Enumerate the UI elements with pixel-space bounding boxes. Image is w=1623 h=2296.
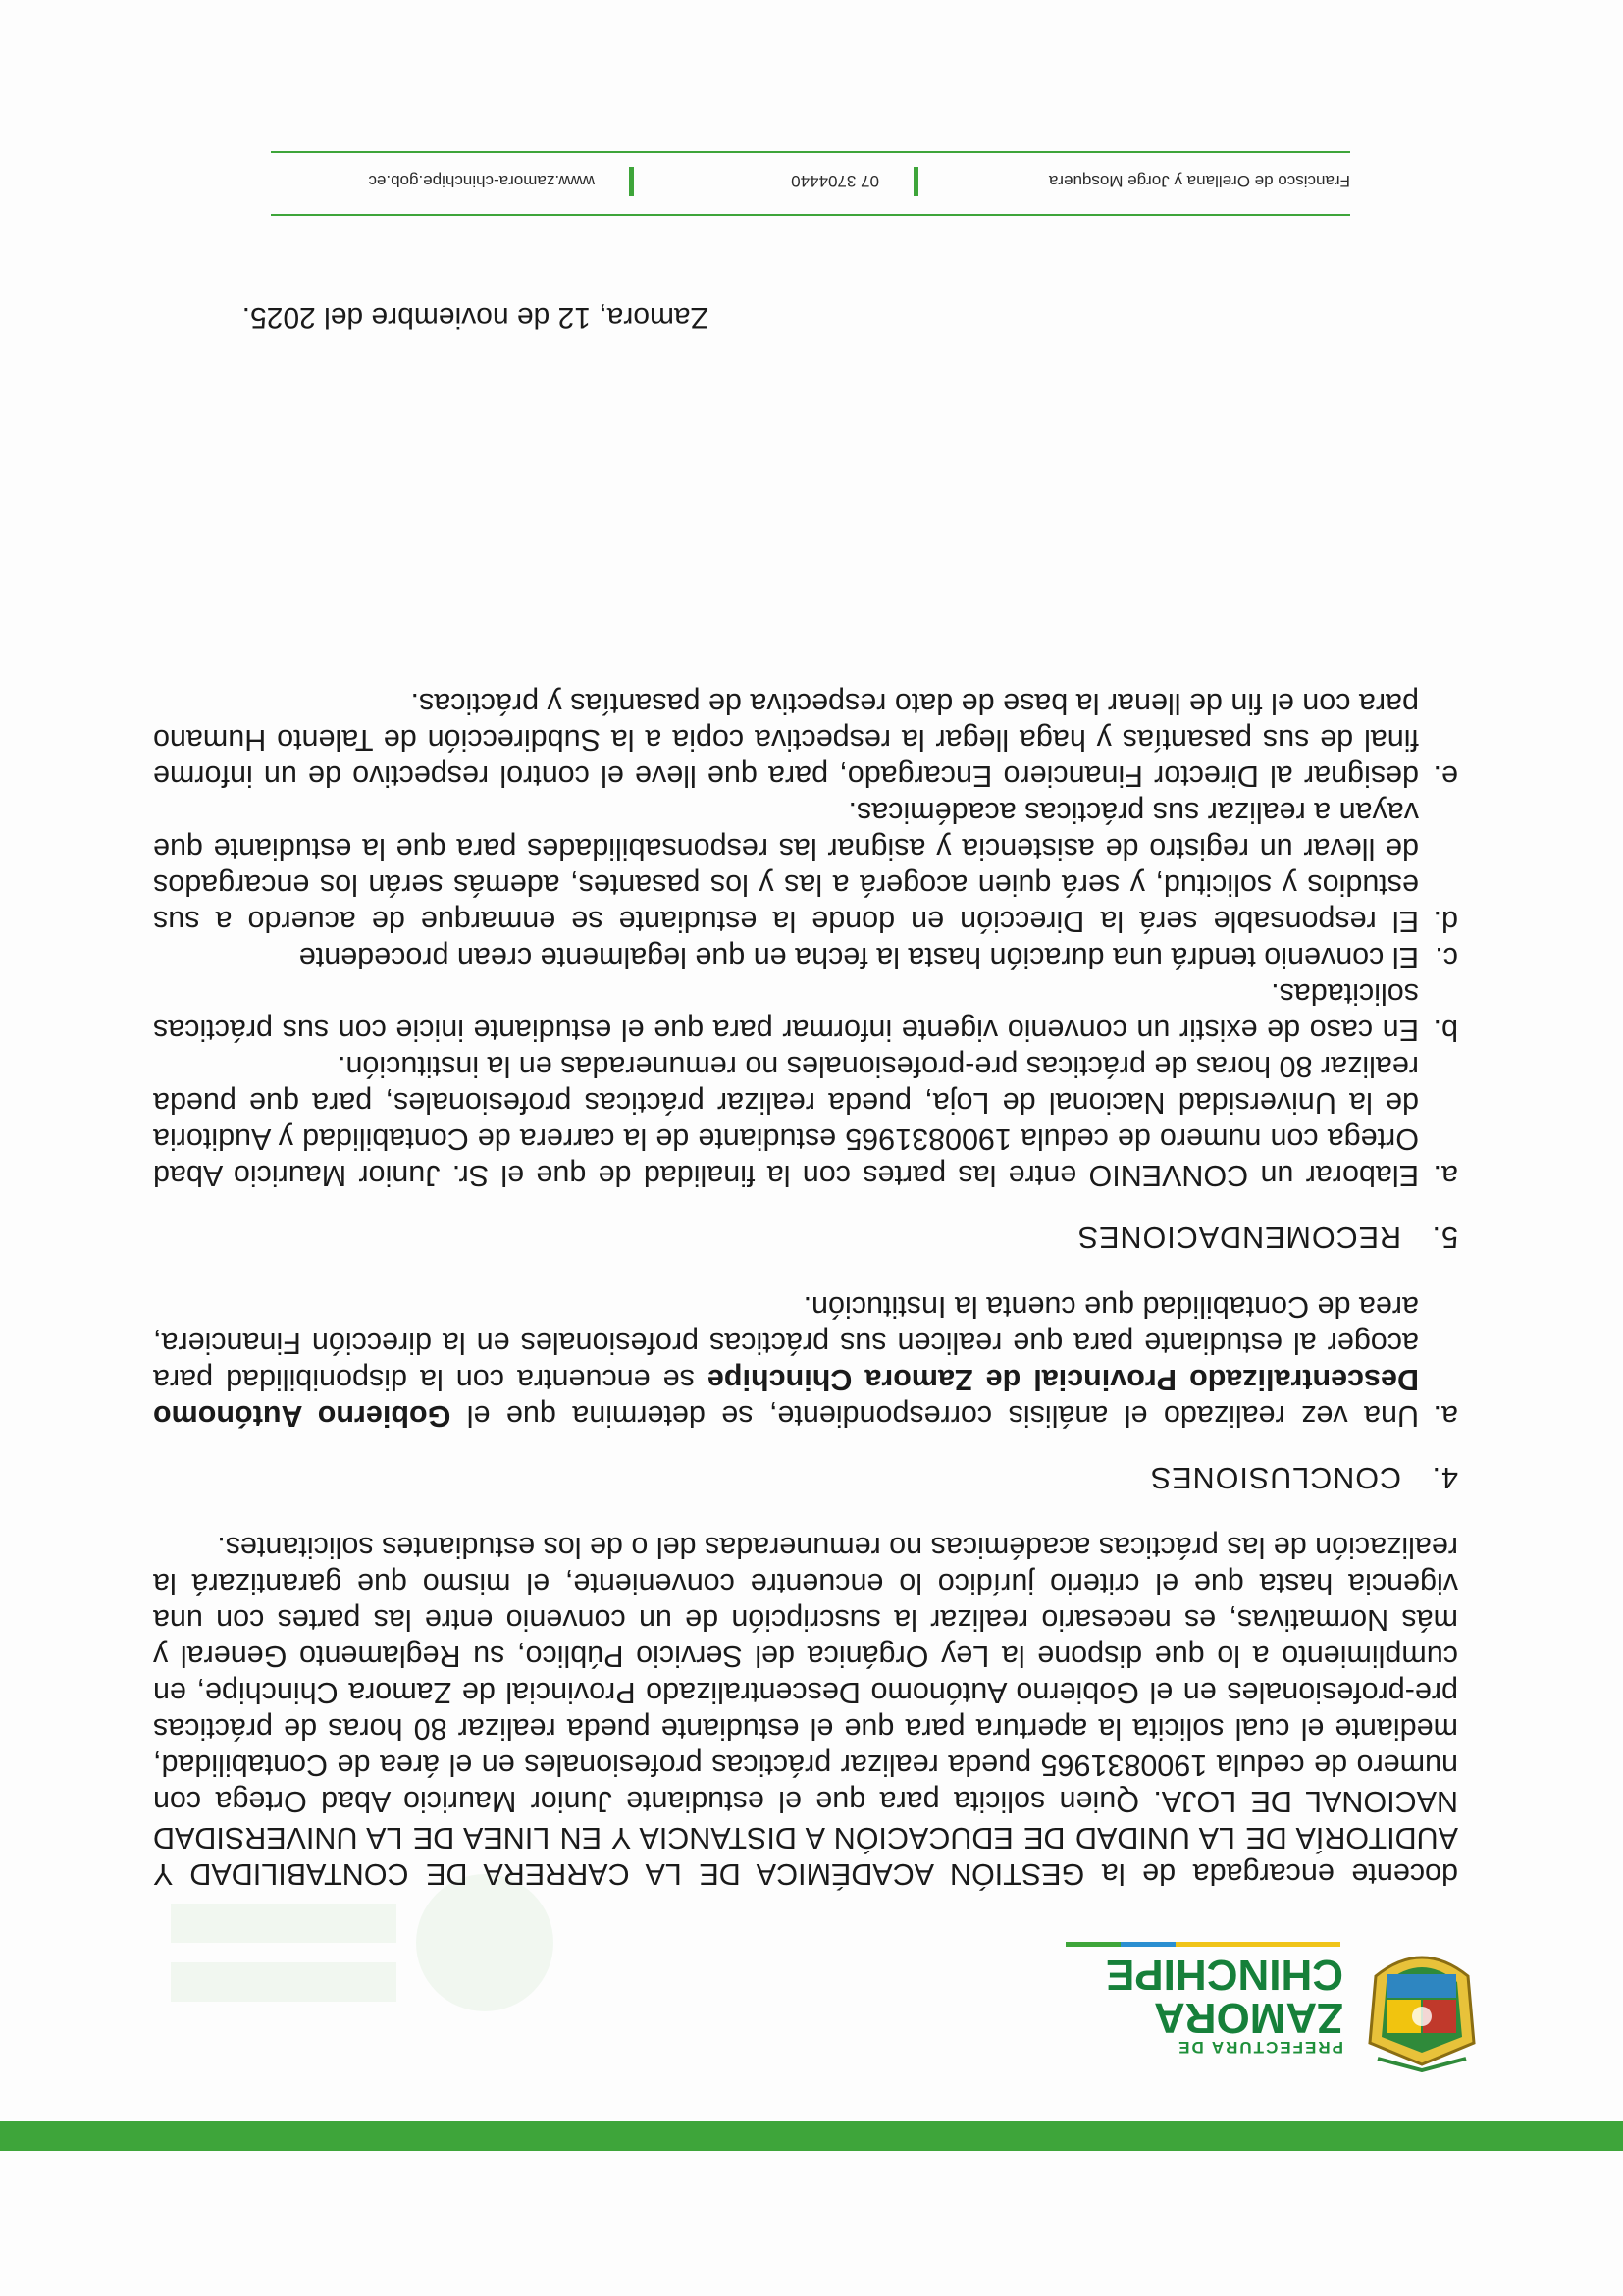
logo-title (1105, 1951, 1343, 2042)
item-letter: c. (1435, 941, 1458, 974)
section-4-number: 4. (1431, 1461, 1458, 1494)
recommendation-item (153, 939, 1458, 975)
item-letter: b. (1433, 1014, 1458, 1047)
section-4-title: CONCLUSIONES (1149, 1461, 1401, 1494)
footer-divider-bottom (271, 151, 1350, 153)
item-text: designar al Director Financiero Encargado, para que lleve el control respectivo de un informe final de sus pasantías y haga llegar la respectiva copia a la Subdirección de Talento Humano para con el fin de llenar la base de dato respectiva de pasantías y prácticas. (153, 687, 1419, 793)
section-5-number: 5. (1431, 1221, 1458, 1254)
logo-color-underline (1066, 1942, 1340, 1947)
item-text: El convenio tendrá una duración hasta la fecha en que legalmente crean procedente (298, 941, 1419, 974)
recommendation-item (153, 975, 1458, 1048)
section-5-heading (153, 1219, 1458, 1255)
footer-address: Francisco de Orellana y Jorge Mosquera (1048, 172, 1350, 190)
item-text: El responsable será la Dirección en donde la estudiante se enmarque de acuerdo a sus estudios y solicitud, y será quien acogerá a las y los pasantes, además serán los encargados de llevar un registro de asistencia y asignar las responsabilidades para que la estudiante que vayan a realizar sus prácticas académicas. (153, 796, 1419, 938)
item-text (153, 1288, 1419, 1434)
item-letter: e. (1433, 759, 1458, 793)
item-text-pre: Una vez realizado el análisis correspondiente, se determina que el (450, 1399, 1419, 1433)
section-4-heading (153, 1459, 1458, 1495)
coat-of-arms-icon (1358, 1935, 1486, 2072)
footer-website[interactable]: www.zamora-chinchipe.gob.ec (368, 172, 595, 190)
footer-phone: 07 3704440 (791, 172, 879, 190)
intro-paragraph: docente encargada de la GESTIÓN ACADÉMICA DE LA CARRERA DE CONTABILIDAD Y AUDITORÍA DE LA UNIDAD DE EDUCACIÓN A DISTANCIA Y EN LINEA DE LA UNIVERSIDAD NACIONAL DE LOJA. Quien solicita para que el estudiante Junior Mauricio Abad Ortega con numero de cedula 1900831965 pueda realizar prácticas profesionales en el área de Contabilidad, mediante el cual solicita la apertura para que el estudiante pueda realizar 80 horas de prácticas pre-profesionales en el Gobierno Autónomo Descentralizado Provincial de Zamora Chinchipe, en cumplimiento a lo que dispone la Ley Orgánica del Servicio Público, su Reglamento General y más Normativas, es necesario realizar la suscripción de un convenio entre las partes con una vigencia hasta que el criterio jurídico lo encuentre conveniente, el mismo que garantizará la realización de las prácticas académicas no remuneradas del o de los estudiantes solicitantes. (153, 1531, 1458, 1891)
logo-line1: ZAMORA (1153, 1994, 1343, 2042)
logo-line2: CHINCHIPE (1105, 1951, 1343, 1999)
document-body (153, 685, 1458, 1892)
footer-separator (629, 167, 634, 196)
item-letter: a. (1433, 1399, 1458, 1433)
footer (271, 161, 1350, 200)
item-text: En caso de existir un convenio vigente informar para que el estudiante inicie con sus prácticas solicitadas. (153, 977, 1419, 1047)
recommendation-item (153, 685, 1458, 794)
item-letter: a. (1433, 1159, 1458, 1192)
item-text: Elaborar un CONVENIO entre las partes con la finalidad de que el Sr. Junior Mauricio Abad Ortega con numero de cedula 1900831965 estudiante de la carrera de Contabilidad y Auditoria de la Universidad Nacional de Loja, pueda realizar prácticas profesionales, para que pueda realizar 80 horas de prácticas pre-profesionales no remuneradas en la institución. (153, 1050, 1419, 1192)
header-green-bar (0, 2121, 1623, 2151)
conclusion-item (153, 1288, 1458, 1434)
recommendation-item (153, 1048, 1458, 1193)
date-line: Zamora, 12 de noviembre del 2025. (241, 301, 708, 334)
item-text-bold: Gobierno Autónomo Descentralizado Provincial de Zamora Chinchipe (153, 1363, 1419, 1433)
item-text-post: se encuentra con la disponibilidad para acoger al estudiante para que realicen sus prácticas profesionales en la dirección Financiera, area de Contabilidad que cuenta la Institución. (153, 1290, 1419, 1396)
logo-small-text: PREFECTURA DE (1177, 2038, 1343, 2057)
prefectura-logo (936, 1935, 1486, 2072)
item-letter: d. (1433, 905, 1458, 938)
footer-separator (914, 167, 918, 196)
section-5-title: RECOMENDACIONES (1076, 1221, 1401, 1254)
footer-divider-top (271, 214, 1350, 216)
recommendation-item (153, 794, 1458, 939)
